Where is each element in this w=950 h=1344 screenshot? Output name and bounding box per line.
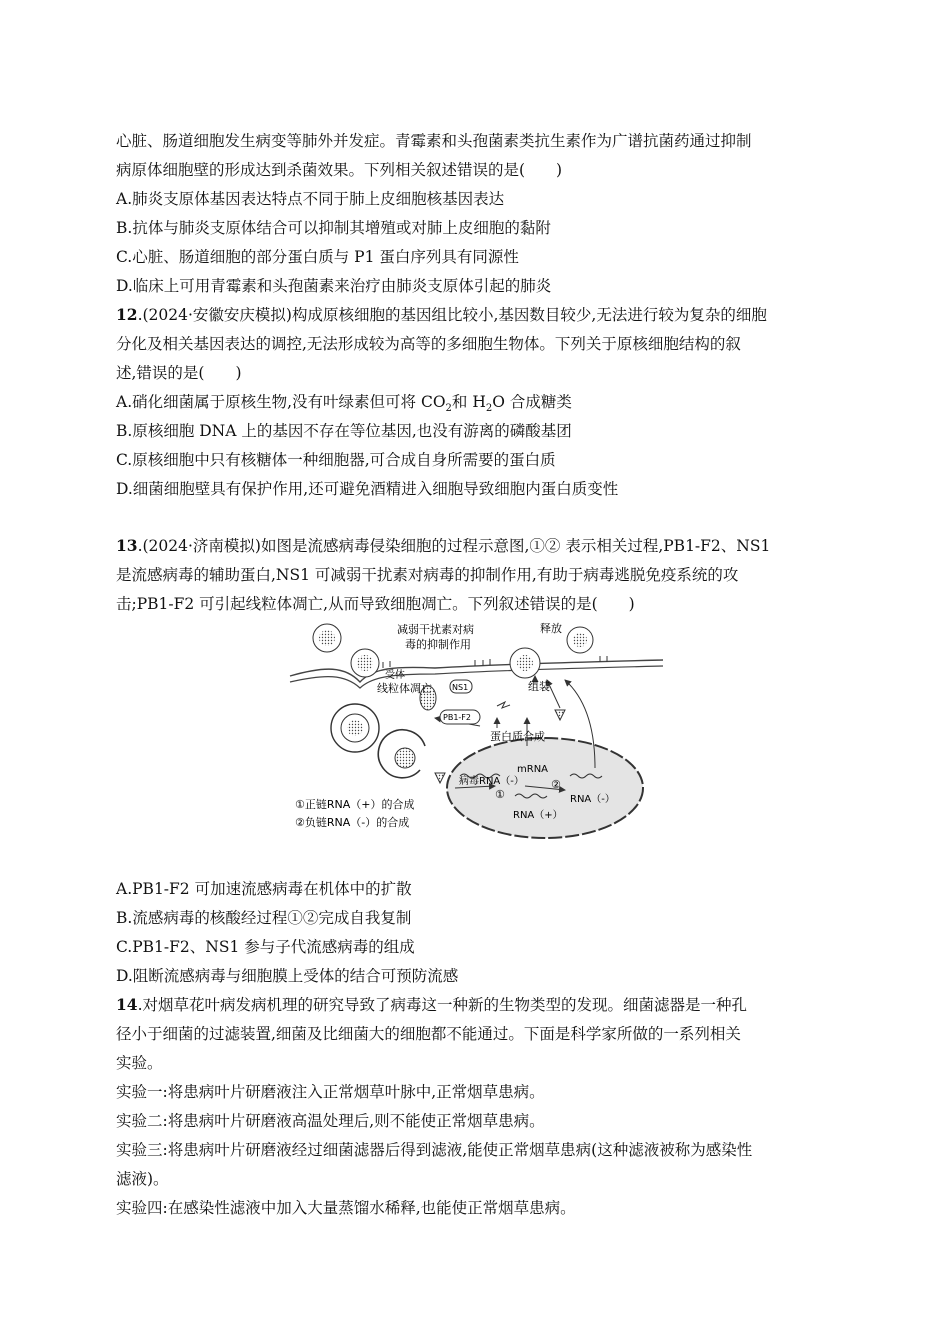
rna-packet-icon (555, 710, 565, 720)
q12-option-a-part2: 和 H (451, 393, 486, 411)
label-receptor: 受体 (385, 670, 405, 681)
legend-line1: ①正链RNA（+）的合成 (295, 798, 415, 811)
endosome-icon (331, 704, 379, 752)
label-circle-2: ② (551, 778, 561, 791)
viral-rna-packet-icon (435, 773, 445, 783)
q13-option-c: C.PB1-F2、NS1 参与子代流感病毒的组成 (116, 938, 415, 956)
q11-option-d: D.临床上可用青霉素和头孢菌素来治疗由肺炎支原体引起的肺炎 (116, 277, 552, 295)
q12-option-a-part1: A.硝化细菌属于原核生物,没有叶绿素但可将 CO (116, 393, 446, 411)
label-ns1: NS1 (452, 683, 469, 692)
q13-stem-line1 (116, 536, 770, 556)
q12-option-a-part3: O 合成糖类 (492, 393, 572, 411)
q12-stem-line3: 述,错误的是( ) (116, 364, 242, 382)
label-assembly: 组装 (528, 680, 550, 693)
q14-experiment-4: 实验四:在感染性滤液中加入大量蒸馏水稀释,也能使正常烟草患病。 (116, 1199, 576, 1217)
q14-experiment-1: 实验一:将患病叶片研磨液注入正常烟草叶脉中,正常烟草患病。 (116, 1083, 545, 1101)
q13-stem-line3: 击;PB1-F2 可引起线粒体凋亡,从而导致细胞凋亡。下列叙述错误的是( ) (116, 595, 635, 613)
protein-fragment-icon (497, 702, 510, 708)
label-interferon-line1: 减弱干扰素对病 (397, 623, 474, 636)
label-mitochondrial-apoptosis: 线粒体凋亡 (377, 682, 432, 695)
label-circle-1: ① (495, 788, 505, 801)
q11-option-c: C.心脏、肠道细胞的部分蛋白质与 P1 蛋白序列具有同源性 (116, 248, 519, 266)
q12-option-b: B.原核细胞 DNA 上的基因不存在等位基因,也没有游离的磷酸基团 (116, 422, 572, 440)
uncoating-vesicle-icon (378, 730, 425, 778)
budding-virus-icon (510, 648, 540, 678)
q12-option-d: D.细菌细胞壁具有保护作用,还可避免酒精进入细胞导致细胞内蛋白质变性 (116, 480, 619, 498)
q11-option-a: A.肺炎支原体基因表达特点不同于肺上皮细胞核基因表达 (116, 190, 505, 208)
cell-membrane-inner (290, 666, 663, 688)
label-interferon-line2: 毒的抑制作用 (405, 638, 471, 651)
q13-stem-text: .(2024·济南模拟)如图是流感病毒侵染细胞的过程示意图,①② 表示相关过程,PB1-F2、NS1 (137, 537, 771, 555)
q12-stem-text: .(2024·安徽安庆模拟)构成原核细胞的基因组比较小,基因数目较少,无法进行较为复杂的细胞 (137, 306, 767, 324)
q14-experiment-3-line2: 滤液)。 (116, 1170, 169, 1188)
q12-option-c: C.原核细胞中只有核糖体一种细胞器,可合成自身所需要的蛋白质 (116, 451, 556, 469)
label-mrna: mRNA (517, 764, 549, 775)
co2-subscript: 2 (445, 403, 452, 415)
label-viral-rna: 病毒RNA（-） (459, 776, 524, 787)
q12-stem-line2: 分化及相关基因表达的调控,无法形成较为高等的多细胞生物体。下列关于原核细胞结构的叙 (116, 335, 741, 353)
virus-outside-icon (313, 624, 341, 652)
q14-experiment-3-line1: 实验三:将患病叶片研磨液经过细菌滤器后得到滤液,能使正常烟草患病(这种滤液被称为感染性 (116, 1141, 753, 1159)
q12-number: 12 (116, 305, 138, 324)
q14-experiment-2: 实验二:将患病叶片研磨液高温处理后,则不能使正常烟草患病。 (116, 1112, 545, 1130)
h2o-subscript: 2 (485, 403, 493, 415)
q14-stem-text: .对烟草花叶病发病机理的研究导致了病毒这一种新的生物类型的发现。细菌滤器是一种孔 (137, 996, 748, 1014)
q11-option-b: B.抗体与肺炎支原体结合可以抑制其增殖或对肺上皮细胞的黏附 (116, 219, 551, 237)
virus-entering-icon (351, 649, 379, 677)
label-pb1-f2: PB1-F2 (443, 713, 471, 722)
q14-stem-line1 (116, 995, 747, 1015)
q14-number: 14 (116, 995, 138, 1014)
q11-stem-line1: 心脏、肠道细胞发生病变等肺外并发症。青霉素和头孢菌素类抗生素作为广谱抗菌药通过抑制 (116, 132, 752, 150)
q14-stem-line3: 实验。 (116, 1054, 163, 1072)
q13-stem-line2: 是流感病毒的辅助蛋白,NS1 可减弱干扰素对病毒的抑制作用,有助于病毒逃脱免疫系统的攻 (116, 566, 739, 584)
released-virus-icon (567, 627, 593, 653)
q11-stem-line2: 病原体细胞壁的形成达到杀菌效果。下列相关叙述错误的是( ) (116, 161, 563, 179)
label-release: 释放 (540, 622, 562, 635)
influenza-infection-diagram (285, 618, 665, 842)
q12-option-a (116, 392, 572, 419)
label-rna-plus: RNA（+） (513, 810, 563, 821)
legend-line2: ②负链RNA（-）的合成 (295, 816, 410, 829)
q13-number: 13 (116, 536, 138, 555)
q12-stem-line1 (116, 305, 767, 325)
q14-stem-line2: 径小于细菌的过滤装置,细菌及比细菌大的细胞都不能通过。下面是科学家所做的一系列相关 (116, 1025, 741, 1043)
cell-membrane-outer (290, 660, 663, 682)
q13-option-a: A.PB1-F2 可加速流感病毒在机体中的扩散 (116, 880, 412, 898)
q13-option-b: B.流感病毒的核酸经过程①②完成自我复制 (116, 909, 412, 927)
label-protein-synthesis: 蛋白质合成 (490, 730, 545, 743)
label-rna-minus: RNA（-） (570, 794, 615, 805)
q13-option-d: D.阻断流感病毒与细胞膜上受体的结合可预防流感 (116, 967, 459, 985)
